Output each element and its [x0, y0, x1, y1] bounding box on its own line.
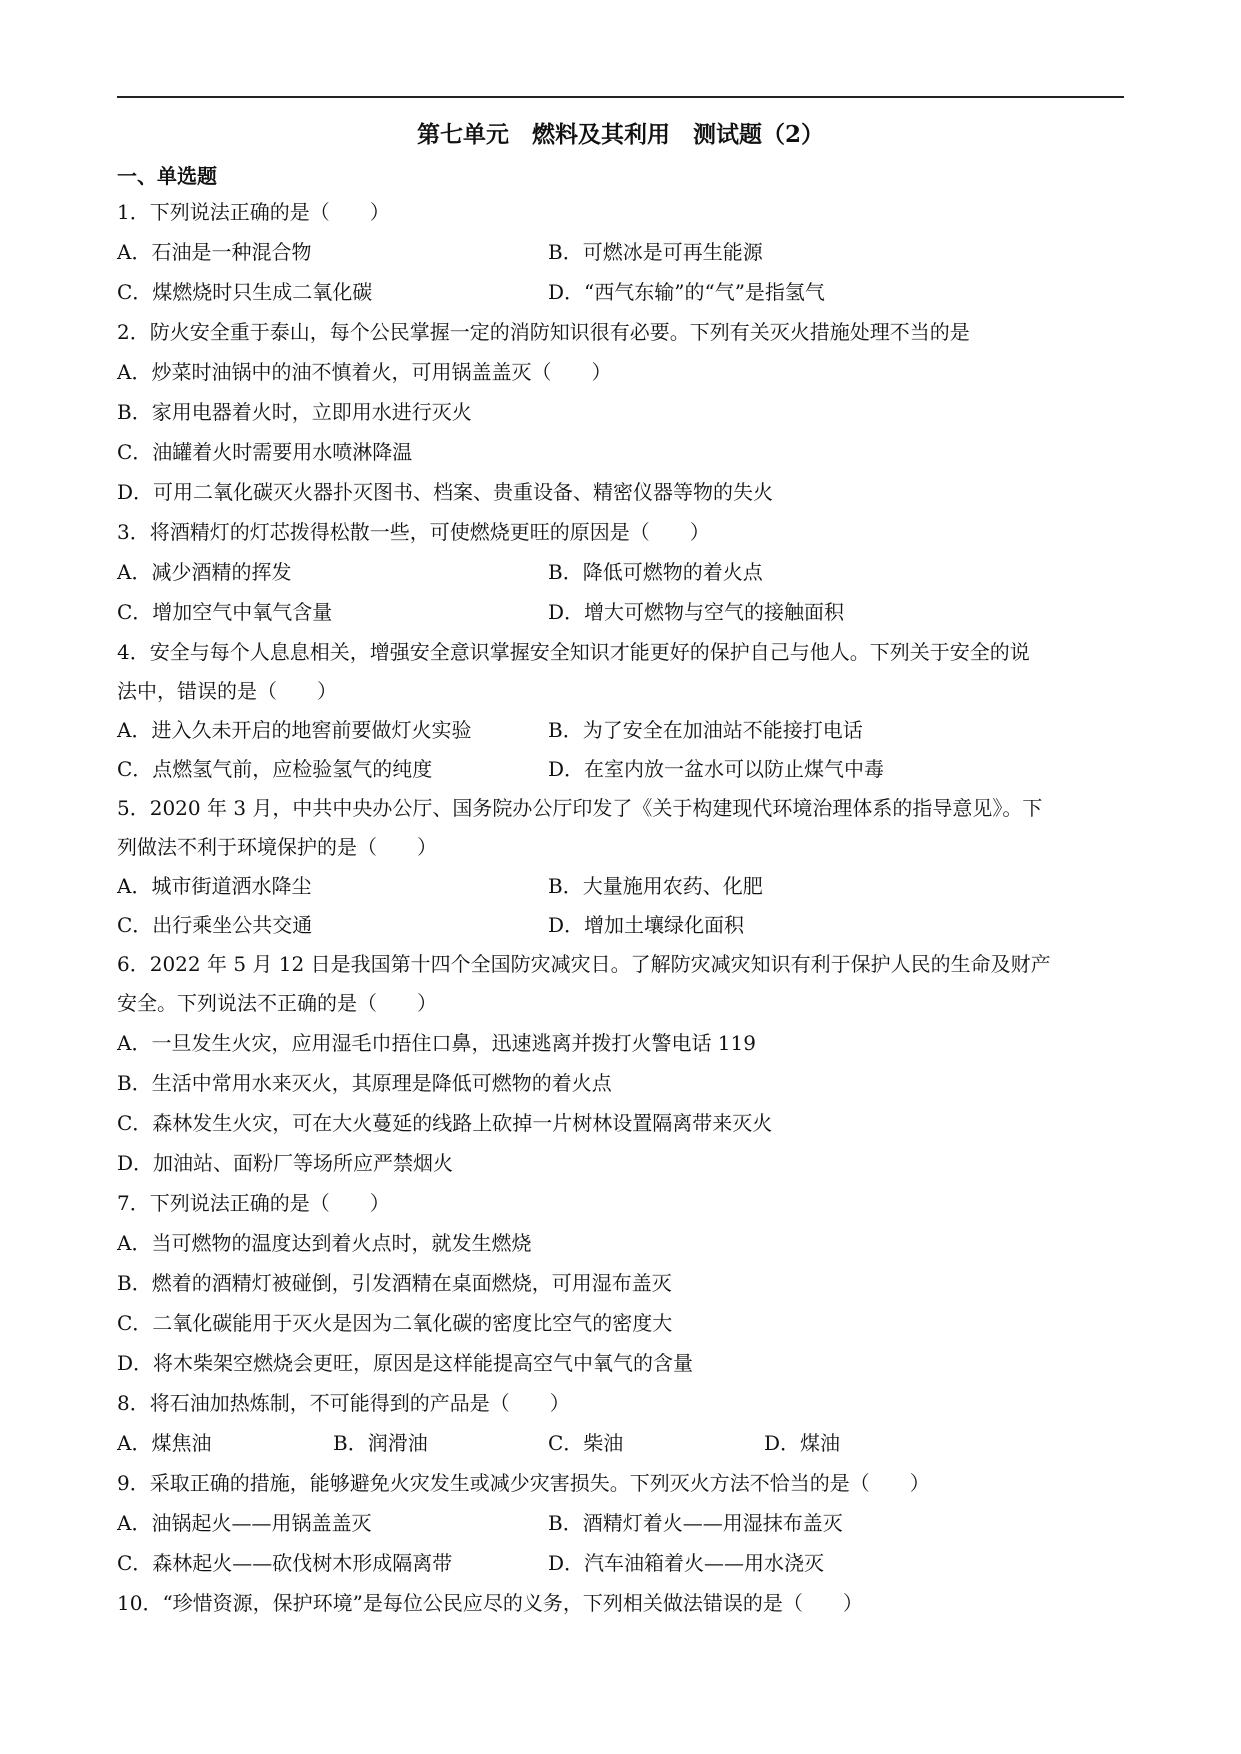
question-6-option-a: A．一旦发生火灾，应用湿毛巾捂住口鼻，迅速逃离并拨打火警电话 119	[117, 1031, 756, 1055]
question-6-option-c: C．森林发生火灾，可在大火蔓延的线路上砍掉一片树林设置隔离带来灭火	[117, 1111, 773, 1135]
question-1-option-d: D．“西气东输”的“气”是指氢气	[548, 280, 825, 304]
question-8-option-c: C．柴油	[548, 1431, 624, 1455]
question-3-stem: 3．将酒精灯的灯芯拨得松散一些，可使燃烧更旺的原因是（ ）	[117, 520, 710, 544]
question-4-option-c: C．点燃氢气前，应检验氢气的纯度	[117, 757, 433, 781]
question-1-stem: 1．下列说法正确的是（ ）	[117, 200, 390, 224]
question-6-option-b: B．生活中常用水来灭火，其原理是降低可燃物的着火点	[117, 1071, 612, 1095]
header-rule	[117, 96, 1124, 98]
page-title: 第七单元 燃料及其利用 测试题（2）	[416, 121, 824, 148]
question-5-stem-line-2: 列做法不利于环境保护的是（ ）	[117, 835, 437, 859]
question-2-option-b: B．家用电器着火时，立即用水进行灭火	[117, 400, 472, 424]
section-heading: 一、单选题	[117, 164, 217, 188]
question-3-option-b: B．降低可燃物的着火点	[548, 560, 763, 584]
question-1-option-c: C．煤燃烧时只生成二氧化碳	[117, 280, 373, 304]
question-7-option-b: B．燃着的酒精灯被碰倒，引发酒精在桌面燃烧，可用湿布盖灭	[117, 1271, 672, 1295]
question-5-option-b: B．大量施用农药、化肥	[548, 874, 763, 898]
question-6-stem-line-1: 6．2022 年 5 月 12 日是我国第十四个全国防灾减灾日。了解防灾减灾知识有利于保护人民的生命及财产	[117, 952, 1051, 976]
question-9-option-b: B．酒精灯着火——用湿抹布盖灭	[548, 1511, 843, 1535]
question-7-stem: 7．下列说法正确的是（ ）	[117, 1191, 390, 1215]
question-5-option-a: A．城市街道洒水降尘	[117, 874, 312, 898]
question-2-option-a: A．炒菜时油锅中的油不慎着火，可用锅盖盖灭（ ）	[117, 360, 612, 384]
question-4-option-a: A．进入久未开启的地窖前要做灯火实验	[117, 718, 472, 742]
question-8-option-b: B．润滑油	[333, 1431, 428, 1455]
question-5-option-c: C．出行乘坐公共交通	[117, 913, 313, 937]
question-4-option-d: D．在室内放一盆水可以防止煤气中毒	[548, 757, 885, 781]
question-8-option-a: A．煤焦油	[117, 1431, 212, 1455]
question-7-option-c: C．二氧化碳能用于灭火是因为二氧化碳的密度比空气的密度大	[117, 1311, 673, 1335]
question-6-stem-line-2: 安全。下列说法不正确的是（ ）	[117, 991, 437, 1015]
question-9-option-d: D．汽车油箱着火——用水浇灭	[548, 1551, 825, 1575]
question-3-option-a: A．减少酒精的挥发	[117, 560, 292, 584]
question-6-option-d: D．加油站、面粉厂等场所应严禁烟火	[117, 1151, 454, 1175]
question-1-option-b: B．可燃冰是可再生能源	[548, 240, 763, 264]
question-4-stem-line-2: 法中，错误的是（ ）	[117, 679, 337, 703]
question-4-option-b: B．为了安全在加油站不能接打电话	[548, 718, 863, 742]
question-8-option-d: D．煤油	[764, 1431, 841, 1455]
question-1-option-a: A．石油是一种混合物	[117, 240, 312, 264]
question-7-option-d: D．将木柴架空燃烧会更旺，原因是这样能提高空气中氧气的含量	[117, 1351, 694, 1375]
question-4-stem-line-1: 4．安全与每个人息息相关，增强安全意识掌握安全知识才能更好的保护自己与他人。下列关于安全的说	[117, 640, 1030, 664]
question-7-option-a: A．当可燃物的温度达到着火点时，就发生燃烧	[117, 1231, 532, 1255]
question-2-option-d: D．可用二氧化碳灭火器扑灭图书、档案、贵重设备、精密仪器等物的失火	[117, 480, 774, 504]
question-9-option-a: A．油锅起火——用锅盖盖灭	[117, 1511, 372, 1535]
question-2-option-c: C．油罐着火时需要用水喷淋降温	[117, 440, 413, 464]
question-3-option-d: D．增大可燃物与空气的接触面积	[548, 600, 845, 624]
question-3-option-c: C．增加空气中氧气含量	[117, 600, 333, 624]
question-2-stem: 2．防火安全重于泰山，每个公民掌握一定的消防知识很有必要。下列有关灭火措施处理不当的是	[117, 320, 970, 344]
question-9-stem: 9．采取正确的措施，能够避免火灾发生或减少灾害损失。下列灭火方法不恰当的是（ ）	[117, 1471, 930, 1495]
question-5-stem-line-1: 5．2020 年 3 月，中共中央办公厅、国务院办公厅印发了《关于构建现代环境治理体系的指导意见》。下	[117, 796, 1043, 820]
question-9-option-c: C．森林起火——砍伐树木形成隔离带	[117, 1551, 453, 1575]
question-8-stem: 8．将石油加热炼制，不可能得到的产品是（ ）	[117, 1391, 570, 1415]
question-10-stem: 10．“珍惜资源，保护环境”是每位公民应尽的义务，下列相关做法错误的是（ ）	[117, 1591, 863, 1615]
question-5-option-d: D．增加土壤绿化面积	[548, 913, 745, 937]
